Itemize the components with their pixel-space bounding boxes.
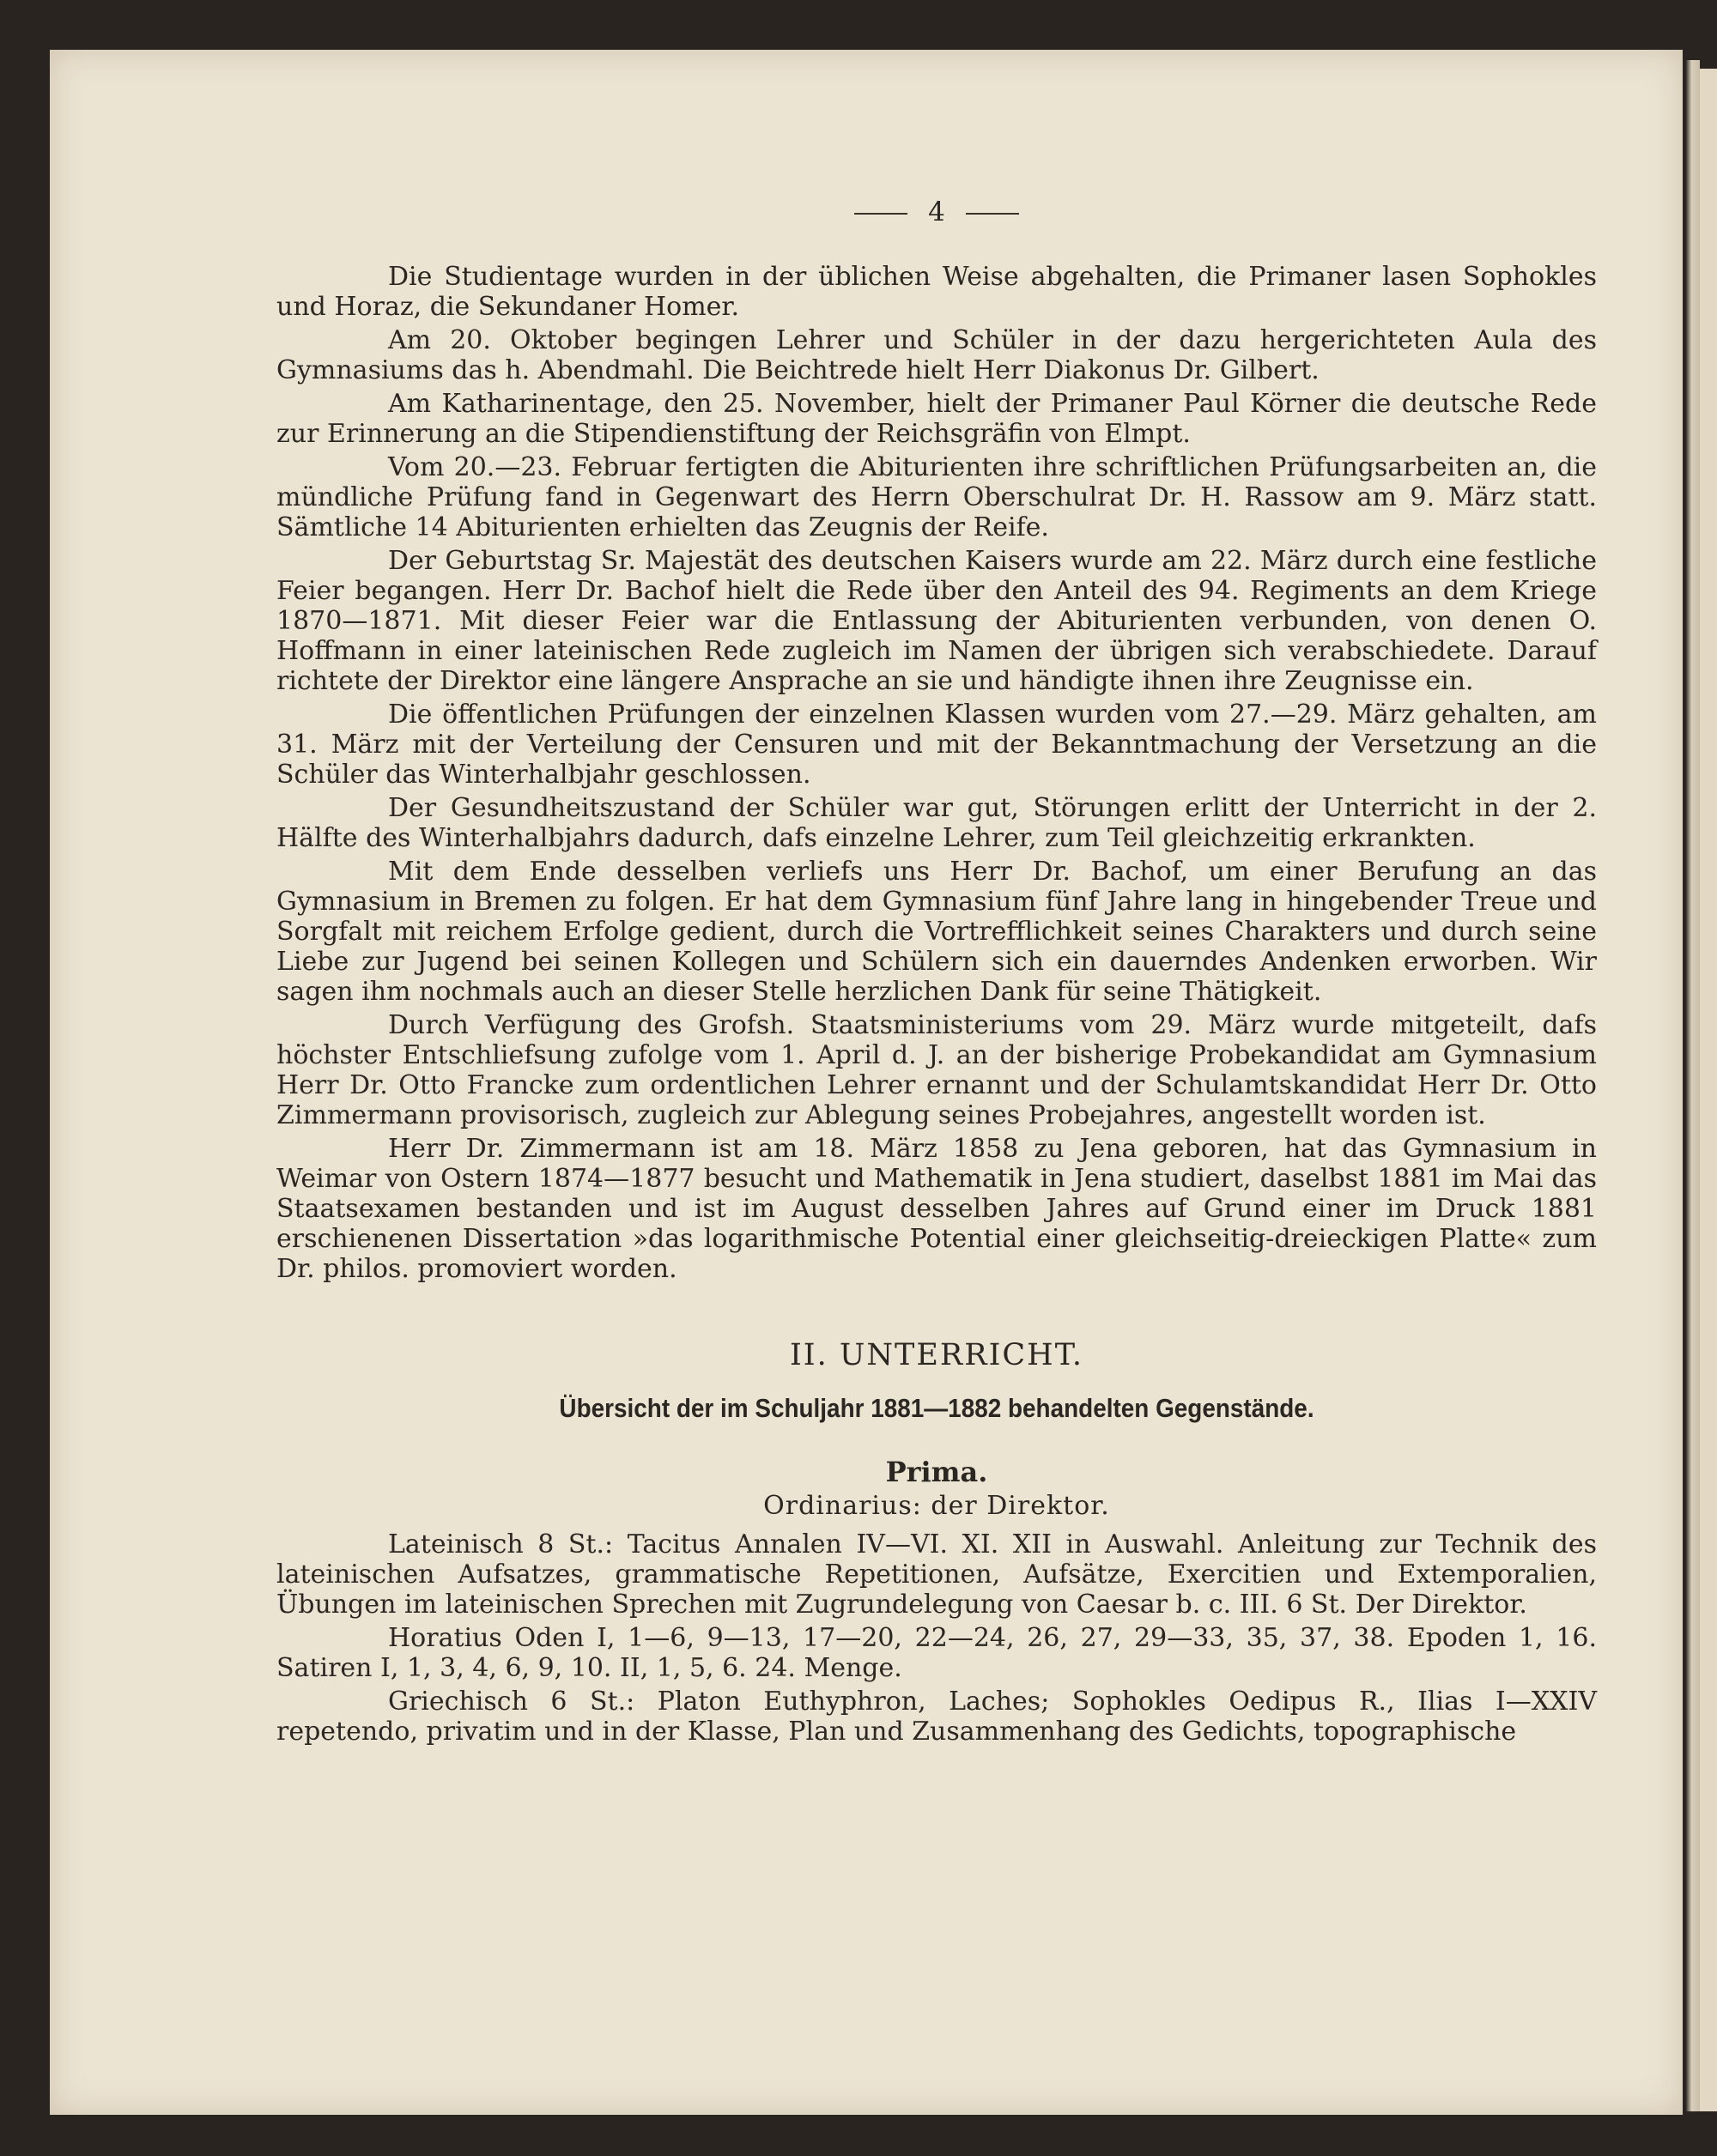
ordinarius-line: Ordinarius: der Direktor. (763, 1491, 1110, 1521)
page-number-header (276, 197, 1597, 227)
section-title: II. UNTERRICHT. (789, 1338, 1084, 1372)
next-page-edge (1698, 69, 1717, 2111)
book-spine (1686, 60, 1700, 2111)
paragraph: Am Katharinentage, den 25. November, hielt der Primaner Paul Körner die deutsche Rede zur Erinnerung an die Stipendienstiftung der Reichsgräfin von Elmpt. (276, 389, 1597, 449)
header-rule-right (966, 213, 1019, 215)
paragraph: Durch Verfügung des Grofsh. Staatsministeriums vom 29. März wurde mitgeteilt, dafs höchster Entschliefsung zufolge vom 1. April d. J. an der bisherige Probekandidat am Gymnasium Herr Dr. Otto Francke zum ordentlichen Lehrer ernannt und der Schulamtskandidat Herr Dr. Otto Zimmermann provisorisch, zugleich zur Ablegung seines Probejahres, angestellt worden ist. (276, 1010, 1597, 1130)
paragraph: Mit dem Ende desselben verliefs uns Herr Dr. Bachof, um einer Berufung an das Gymnasium in Bremen zu folgen. Er hat dem Gymnasium fünf Jahre lang in hingebender Treue und Sorgfalt mit reichem Erfolge gedient, durch die Vortrefflichkeit seines Charakters und durch seine Liebe zur Jugend bei seinen Kollegen und Schülern sich ein dauerndes Andenken erworben. Wir sagen ihm nochmals auch an dieser Stelle herzlichen Dank für seine Thätigkeit. (276, 857, 1597, 1007)
class-title: Prima. (885, 1456, 988, 1488)
subject-paragraph: Lateinisch 8 St.: Tacitus Annalen IV—VI. XI. XII in Auswahl. Anleitung zur Technik des lateinischen Aufsatzes, grammatische Repetitionen, Aufsätze, Exercitien und Extemporalien, Übungen im lateinischen Sprechen mit Zugrundelegung von Caesar b. c. III. 6 St. Der Direktor. (276, 1529, 1597, 1620)
page-content (276, 197, 1597, 1750)
paragraph: Am 20. Oktober begingen Lehrer und Schüler in der dazu hergerichteten Aula des Gymnasiums das h. Abendmahl. Die Beichtrede hielt Herr Diakonus Dr. Gilbert. (276, 325, 1597, 385)
paragraph: Die Studientage wurden in der üblichen Weise abgehalten, die Primaner lasen Sophokles und Horaz, die Sekundaner Homer. (276, 262, 1597, 322)
subject-paragraph: Horatius Oden I, 1—6, 9—13, 17—20, 22—24, 26, 27, 29—33, 35, 37, 38. Epoden 1, 16. Satiren I, 1, 3, 4, 6, 9, 10. II, 1, 5, 6. 24. Menge. (276, 1623, 1597, 1683)
paragraph: Der Gesundheitszustand der Schüler war gut, Störungen erlitt der Unterricht in der 2. Hälfte des Winterhalbjahrs dadurch, dafs einzelne Lehrer, zum Teil gleichzeitig erkrankten. (276, 793, 1597, 853)
section-spacer (276, 1287, 1597, 1341)
paragraph: Die öffentlichen Prüfungen der einzelnen Klassen wurden vom 27.—29. März gehalten, am 31. März mit der Verteilung der Censuren und mit der Bekanntmachung der Versetzung an die Schüler das Winterhalbjahr geschlossen. (276, 699, 1597, 790)
subject-paragraph: Griechisch 6 St.: Platon Euthyphron, Laches; Sophokles Oedipus R., Ilias I—XXIV repetendo, privatim und in der Klasse, Plan und Zusammenhang des Gedichts, topographische (276, 1687, 1597, 1747)
section-subtitle: Übersicht der im Schuljahr 1881—1882 behandelten Gegenstände. (559, 1393, 1314, 1423)
paragraph: Vom 20.—23. Februar fertigten die Abiturienten ihre schriftlichen Prüfungsarbeiten an, die mündliche Prüfung fand in Gegenwart des Herrn Oberschulrat Dr. H. Rassow am 9. März statt. Sämtliche 14 Abiturienten erhielten das Zeugnis der Reife. (276, 452, 1597, 542)
paragraph: Der Geburtstag Sr. Majestät des deutschen Kaisers wurde am 22. März durch eine festliche Feier begangen. Herr Dr. Bachof hielt die Rede über den Anteil des 94. Regiments an dem Kriege 1870—1871. Mit dieser Feier war die Entlassung der Abiturienten verbunden, von denen O. Hoffmann in einer lateinischen Rede zugleich im Namen der übrigen sich verabschiedete. Darauf richtete der Direktor eine längere Ansprache an sie und händigte ihnen ihre Zeugnisse ein. (276, 546, 1597, 696)
header-rule-left (854, 213, 907, 215)
paragraph: Herr Dr. Zimmermann ist am 18. März 1858 zu Jena geboren, hat das Gymnasium in Weimar von Ostern 1874—1877 besucht und Mathematik in Jena studiert, daselbst 1881 im Mai das Staatsexamen bestanden und ist im August desselben Jahres auf Grund einer im Druck 1881 erschienenen Dissertation »das logarithmische Potential einer gleichseitig-dreieckigen Platte« zum Dr. philos. promoviert worden. (276, 1134, 1597, 1284)
page-number: 4 (928, 197, 945, 227)
